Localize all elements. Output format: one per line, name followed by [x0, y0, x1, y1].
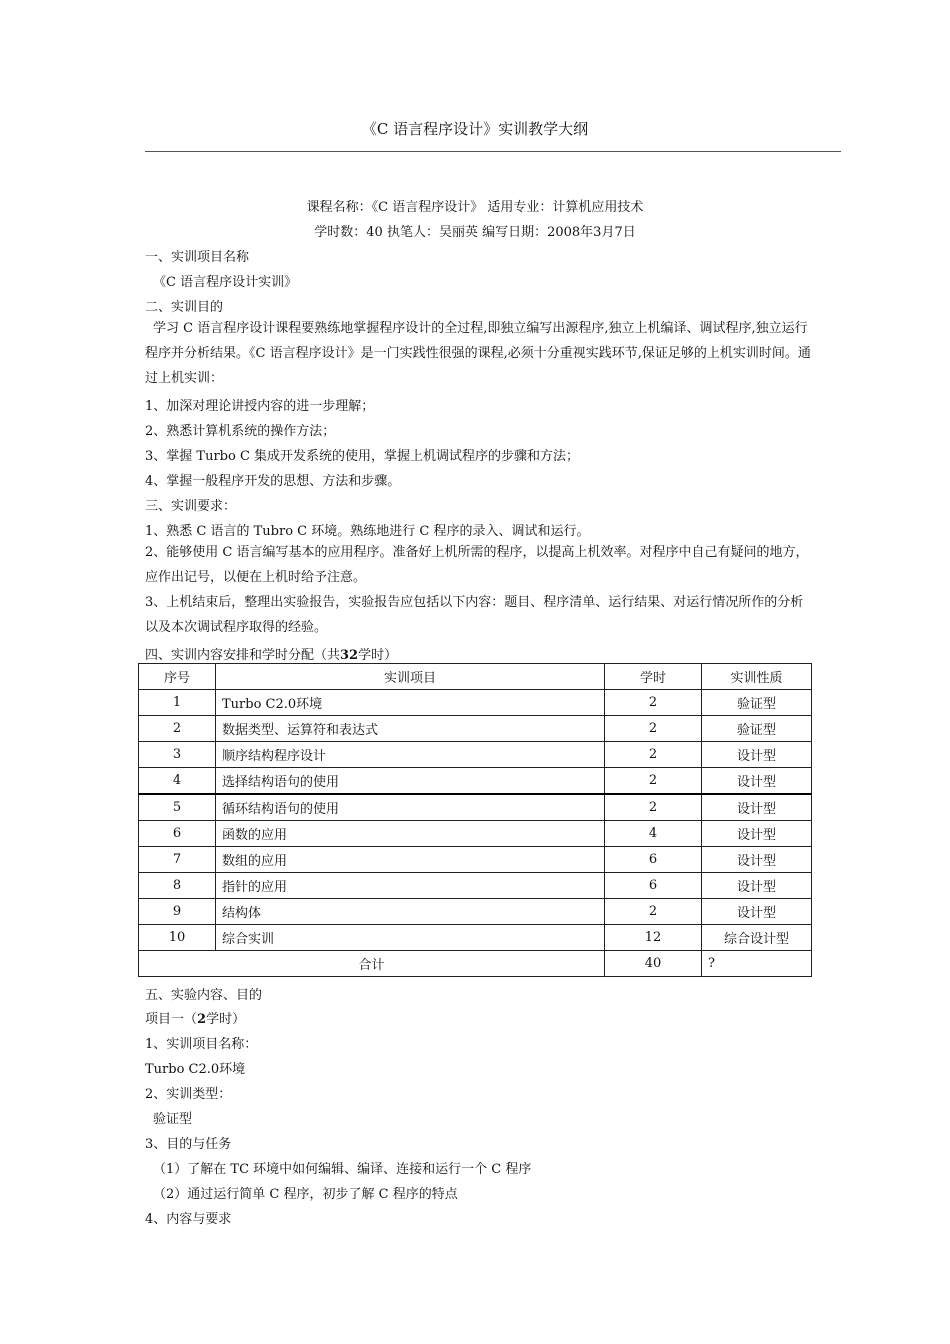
project1-hours-number: 2	[197, 1012, 207, 1027]
row-hours: 2	[605, 690, 702, 716]
course-meta-line: 学时数：40 执笔人：吴丽英 编写日期：2008年3月7日	[314, 225, 636, 240]
row-index: 9	[139, 899, 216, 925]
row-hours: 6	[605, 873, 702, 899]
table-row	[139, 925, 812, 951]
p1-goal-item: （2）通过运行简单 C 程序，初步了解 C 程序的特点	[153, 1187, 458, 1202]
p1-content-heading: 4、内容与要求	[145, 1212, 232, 1227]
table-row	[139, 873, 812, 899]
purpose-item: 3、掌握 Turbo C 集成开发系统的使用，掌握上机调试程序的步骤和方法；	[145, 449, 580, 464]
table-row	[139, 899, 812, 925]
total-type: ?	[702, 951, 812, 977]
row-project: 结构体	[216, 899, 605, 925]
table-row	[139, 847, 812, 873]
table-row	[139, 794, 812, 821]
row-type: 设计型	[702, 847, 812, 873]
row-type: 验证型	[702, 690, 812, 716]
row-type: 综合设计型	[702, 925, 812, 951]
project1-heading	[145, 1008, 245, 1027]
course-info-line: 课程名称：《C 语言程序设计》 适用专业：计算机应用技术	[306, 200, 644, 215]
row-hours: 12	[605, 925, 702, 951]
row-index: 4	[139, 768, 216, 795]
total-hours-number: 32	[340, 648, 359, 663]
row-hours: 2	[605, 716, 702, 742]
training-name: 《C 语言程序设计实训》	[153, 275, 298, 290]
row-project: 循环结构语句的使用	[216, 794, 605, 821]
row-type: 设计型	[702, 794, 812, 821]
row-type: 设计型	[702, 899, 812, 925]
section4-heading	[145, 644, 397, 663]
row-hours: 2	[605, 742, 702, 768]
p1-goal-item: （1）了解在 TC 环境中如何编辑、编译、连接和运行一个 C 程序	[153, 1162, 532, 1177]
total-hours: 40	[605, 951, 702, 977]
requirement-item: 3、上机结束后，整理出实验报告，实验报告应包括以下内容：题目、程序清单、运行结果、对运行情况所作的分析以及本次调试程序取得的经验。	[145, 595, 804, 635]
row-project: 顺序结构程序设计	[216, 742, 605, 768]
header-type: 实训性质	[702, 664, 812, 690]
row-project: 指针的应用	[216, 873, 605, 899]
p1-goal-heading: 3、目的与任务	[145, 1137, 232, 1152]
p1-type: 验证型	[153, 1112, 193, 1127]
header-hours: 学时	[605, 664, 702, 690]
row-index: 1	[139, 690, 216, 716]
row-hours: 2	[605, 899, 702, 925]
row-project: 数组的应用	[216, 847, 605, 873]
row-project: 综合实训	[216, 925, 605, 951]
row-index: 8	[139, 873, 216, 899]
row-type: 设计型	[702, 821, 812, 847]
row-index: 2	[139, 716, 216, 742]
requirement-item: 2、能够使用 C 语言编写基本的应用程序。准备好上机所需的程序，以提高上机效率。对程序中自己有疑问的地方，应作出记号，以便在上机时给予注意。	[145, 545, 809, 585]
row-hours: 2	[605, 794, 702, 821]
section4-heading-text: 四、实训内容安排和学时分配（共	[145, 648, 341, 663]
table-row	[139, 716, 812, 742]
purpose-paragraph: 学习 C 语言程序设计课程要熟练地掌握程序设计的全过程,即独立编写出源程序,独立上机编译、调试程序,独立运行程序并分析结果。《C 语言程序设计》是一门实践性很强的课程,必须十分重视实践环节,保证足够的上机实训时间。通过上机实训：	[145, 321, 811, 386]
p1-name-heading: 1、实训项目名称：	[145, 1037, 258, 1052]
purpose-item: 2、熟悉计算机系统的操作方法；	[145, 424, 336, 439]
row-project: 选择结构语句的使用	[216, 768, 605, 795]
requirement-item: 1、熟悉 C 语言的 Tubro C 环境。熟练地进行 C 程序的录入、调试和运行。	[145, 524, 590, 539]
header-index: 序号	[139, 664, 216, 690]
row-index: 5	[139, 794, 216, 821]
row-index: 3	[139, 742, 216, 768]
row-hours: 6	[605, 847, 702, 873]
table-row	[139, 821, 812, 847]
section4-heading-suffix: 学时）	[358, 648, 398, 663]
row-project: 函数的应用	[216, 821, 605, 847]
row-project: Turbo C2.0环境	[216, 690, 605, 716]
purpose-item: 4、掌握一般程序开发的思想、方法和步骤。	[145, 474, 401, 489]
row-project: 数据类型、运算符和表达式	[216, 716, 605, 742]
title-rule	[145, 151, 841, 152]
section2-heading: 二、实训目的	[145, 300, 224, 315]
row-type: 验证型	[702, 716, 812, 742]
project1-heading-suffix: 学时）	[206, 1012, 246, 1027]
row-index: 6	[139, 821, 216, 847]
p1-name: Turbo C2.0环境	[145, 1062, 246, 1077]
section3-heading: 三、实训要求：	[145, 499, 237, 514]
row-index: 7	[139, 847, 216, 873]
row-index: 10	[139, 925, 216, 951]
project1-heading-text: 项目一（	[145, 1012, 198, 1027]
row-hours: 4	[605, 821, 702, 847]
table-row	[139, 742, 812, 768]
table-row	[139, 690, 812, 716]
section1-heading: 一、实训项目名称	[145, 250, 250, 265]
table-total-row	[139, 951, 812, 977]
row-type: 设计型	[702, 873, 812, 899]
section5-heading: 五、实验内容、目的	[145, 988, 263, 1003]
header-project: 实训项目	[216, 664, 605, 690]
row-type: 设计型	[702, 742, 812, 768]
table-row	[139, 768, 812, 795]
table-header-row	[139, 664, 812, 690]
document-title: 《C 语言程序设计》实训教学大纲	[361, 120, 589, 138]
total-label: 合计	[139, 951, 605, 977]
purpose-item: 1、加深对理论讲授内容的进一步理解；	[145, 399, 375, 414]
row-type: 设计型	[702, 768, 812, 795]
p1-type-heading: 2、实训类型：	[145, 1087, 232, 1102]
row-hours: 2	[605, 768, 702, 795]
schedule-table	[138, 663, 812, 977]
